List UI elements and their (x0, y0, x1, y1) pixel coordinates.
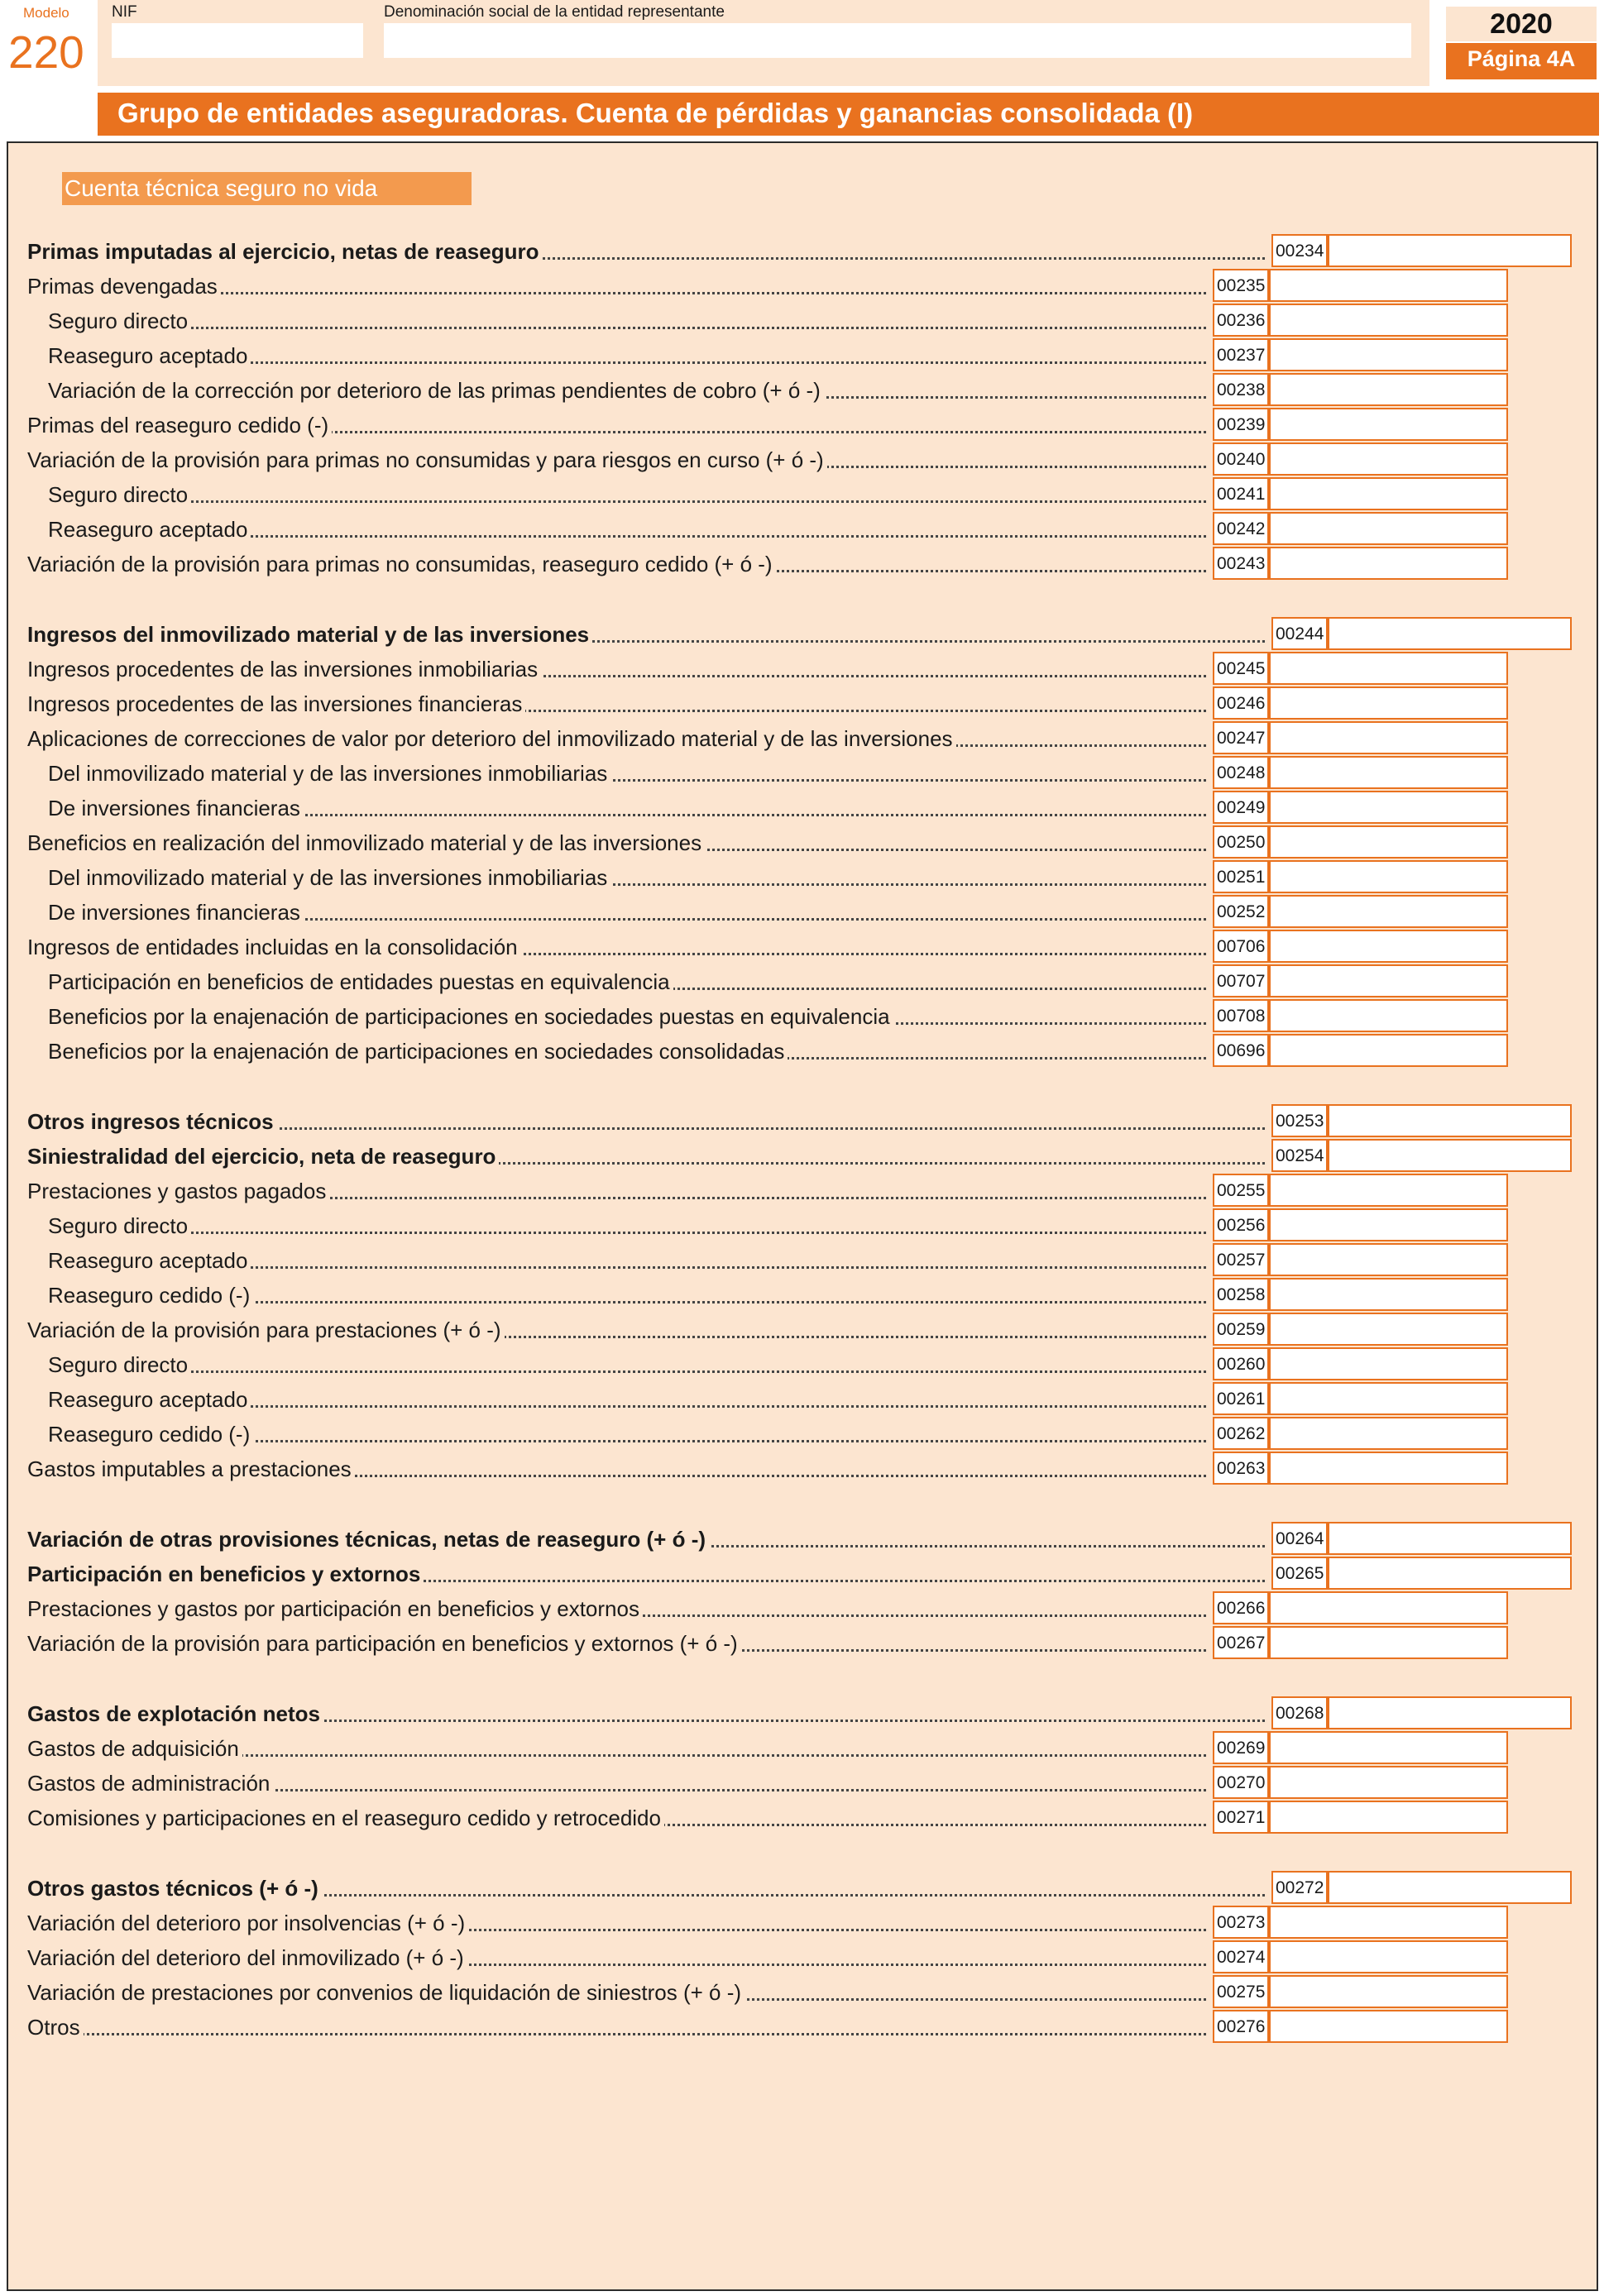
row-label-text: Variación de la provisión para primas no consumidas, reaseguro cedido (+ ó -) (27, 552, 776, 576)
box-code: 00275 (1213, 1975, 1269, 2008)
amount-field[interactable] (1269, 1174, 1508, 1207)
amount-field[interactable] (1269, 1975, 1508, 2008)
row-label (48, 482, 1206, 508)
form-row (0, 373, 1604, 408)
row-label (27, 1562, 1265, 1587)
amount-field[interactable] (1269, 860, 1508, 893)
row-label (27, 1109, 1265, 1135)
box-code: 00264 (1271, 1522, 1328, 1555)
form-row (0, 1417, 1604, 1452)
row-label-text: Del inmovilizado material y de las inversiones inmobiliarias (48, 865, 610, 890)
form-row (0, 617, 1604, 652)
box-code: 00246 (1213, 686, 1269, 720)
section-title: Cuenta técnica seguro no vida (65, 175, 378, 201)
row-label-text: Siniestralidad del ejercicio, neta de reaseguro (27, 1144, 499, 1169)
row-label (48, 1422, 1206, 1447)
amount-field[interactable] (1328, 1104, 1572, 1137)
amount-field[interactable] (1269, 1243, 1508, 1276)
row-label-text: Aplicaciones de correcciones de valor por deterioro del inmovilizado material y de las inversiones (27, 726, 956, 751)
amount-field[interactable] (1269, 1313, 1508, 1346)
form-row (0, 1382, 1604, 1417)
box-code: 00267 (1213, 1626, 1269, 1659)
amount-field[interactable] (1269, 269, 1508, 302)
amount-field[interactable] (1269, 999, 1508, 1032)
row-label (27, 1701, 1265, 1727)
page-title: Grupo de entidades aseguradoras. Cuenta de pérdidas y ganancias consolidada (I) (117, 98, 1194, 128)
row-label-text: De inversiones financieras (48, 796, 304, 820)
row-label (27, 726, 1206, 752)
row-label-text: Reaseguro cedido (-) (48, 1422, 253, 1447)
box-code: 00253 (1271, 1104, 1328, 1137)
row-label (27, 274, 1206, 299)
form-row (0, 512, 1604, 547)
form-row (0, 825, 1604, 860)
box-code: 00243 (1213, 547, 1269, 580)
amount-field[interactable] (1269, 408, 1508, 441)
amount-field[interactable] (1269, 791, 1508, 824)
form-row (0, 860, 1604, 895)
row-label-text: Gastos de adquisición (27, 1736, 242, 1761)
form-row (0, 999, 1604, 1034)
form-row (0, 1557, 1604, 1591)
row-label (27, 1736, 1206, 1762)
form-row (0, 1452, 1604, 1486)
amount-field[interactable] (1269, 1626, 1508, 1659)
form-row (0, 1801, 1604, 1835)
box-code: 00263 (1213, 1452, 1269, 1485)
row-label-text: Primas devengadas (27, 274, 221, 299)
row-label (27, 552, 1206, 577)
box-code: 00272 (1271, 1871, 1328, 1904)
row-label-text: De inversiones financieras (48, 900, 304, 925)
box-code: 00244 (1271, 617, 1328, 650)
row-label-text: Participación en beneficios de entidades puestas en equivalencia (48, 969, 673, 994)
amount-field[interactable] (1269, 1801, 1508, 1834)
box-code: 00258 (1213, 1278, 1269, 1311)
row-label (27, 1771, 1206, 1796)
row-label-text: Ingresos de entidades incluidas en la consolidación (27, 935, 521, 959)
amount-field[interactable] (1269, 721, 1508, 754)
amount-field[interactable] (1328, 234, 1572, 267)
row-label (27, 1631, 1206, 1657)
row-label-text: Variación de la provisión para participación en beneficios y extornos (+ ó -) (27, 1631, 741, 1656)
form-row (0, 234, 1604, 269)
row-label-text: Variación de la provisión para primas no consumidas y para riesgos en curso (+ ó -) (27, 447, 827, 472)
form-row (0, 1731, 1604, 1766)
row-label (48, 1004, 1206, 1030)
row-label (27, 2015, 1206, 2040)
row-label-text: Variación de la corrección por deterioro de las primas pendientes de cobro (+ ó -) (48, 378, 824, 403)
row-label-text: Gastos de explotación netos (27, 1701, 323, 1726)
box-code: 00259 (1213, 1313, 1269, 1346)
box-code: 00708 (1213, 999, 1269, 1032)
box-code: 00238 (1213, 373, 1269, 406)
box-code: 00240 (1213, 442, 1269, 476)
amount-field[interactable] (1328, 1139, 1572, 1172)
row-label (27, 1980, 1206, 2006)
row-label (27, 1876, 1265, 1901)
row-label (27, 1457, 1206, 1482)
form-row (0, 338, 1604, 373)
amount-field[interactable] (1269, 477, 1508, 510)
amount-field[interactable] (1269, 304, 1508, 337)
row-label (48, 517, 1206, 543)
row-label-text: Primas del reaseguro cedido (-) (27, 413, 332, 438)
modelo-label: Modelo (23, 5, 69, 21)
form-row (0, 477, 1604, 512)
row-label (48, 1387, 1206, 1413)
form-row (0, 1906, 1604, 1940)
row-label-text: Seguro directo (48, 482, 191, 507)
box-code: 00242 (1213, 512, 1269, 545)
form-row (0, 756, 1604, 791)
row-label-text: Reaseguro aceptado (48, 1387, 251, 1412)
amount-field[interactable] (1328, 617, 1572, 650)
box-code: 00260 (1213, 1347, 1269, 1380)
row-label-text: Participación en beneficios y extornos (27, 1562, 424, 1586)
box-code: 00248 (1213, 756, 1269, 789)
form-row (0, 895, 1604, 930)
form-row (0, 408, 1604, 442)
box-code: 00255 (1213, 1174, 1269, 1207)
box-code: 00250 (1213, 825, 1269, 859)
box-code: 00245 (1213, 652, 1269, 685)
row-label (48, 761, 1206, 787)
row-label (27, 1144, 1265, 1170)
form-row (0, 721, 1604, 756)
row-label (48, 378, 1206, 404)
row-label (48, 1248, 1206, 1274)
amount-field[interactable] (1269, 1347, 1508, 1380)
page-label: Página 4A (1467, 46, 1576, 71)
row-label (27, 1945, 1206, 1971)
box-code: 00252 (1213, 895, 1269, 928)
box-code: 00706 (1213, 930, 1269, 963)
amount-field[interactable] (1269, 442, 1508, 476)
row-label (48, 969, 1206, 995)
row-label-text: Otros (27, 2015, 84, 2040)
amount-field[interactable] (1269, 1940, 1508, 1973)
row-label (48, 1352, 1206, 1378)
form-row (0, 1591, 1604, 1626)
row-label (27, 622, 1265, 648)
box-code: 00269 (1213, 1731, 1269, 1764)
row-label (27, 935, 1206, 960)
row-label-text: Ingresos procedentes de las inversiones financieras (27, 691, 525, 716)
amount-field[interactable] (1269, 1382, 1508, 1415)
box-code: 00256 (1213, 1208, 1269, 1241)
row-label-text: Beneficios por la enajenación de participaciones en sociedades consolidadas (48, 1039, 788, 1064)
row-label-text: Otros gastos técnicos (+ ó -) (27, 1876, 322, 1901)
row-label-text: Variación del deterioro por insolvencias (+ ó -) (27, 1911, 468, 1935)
box-code: 00266 (1213, 1591, 1269, 1624)
box-code: 00241 (1213, 477, 1269, 510)
box-code: 00707 (1213, 964, 1269, 997)
row-label (48, 1283, 1206, 1308)
form-row (0, 1975, 1604, 2010)
row-label-text: Ingresos procedentes de las inversiones inmobiliarias (27, 657, 541, 682)
row-label (48, 796, 1206, 821)
form-row (0, 1104, 1604, 1139)
amount-field[interactable] (1269, 652, 1508, 685)
amount-field[interactable] (1269, 2010, 1508, 2043)
form-row (0, 304, 1604, 338)
row-label-text: Beneficios por la enajenación de participaciones en sociedades puestas en equivalencia (48, 1004, 893, 1029)
box-code: 00234 (1271, 234, 1328, 267)
amount-field[interactable] (1269, 1452, 1508, 1485)
amount-field[interactable] (1328, 1696, 1572, 1729)
row-label-text: Seguro directo (48, 309, 191, 333)
form-row (0, 2010, 1604, 2045)
row-label-text: Prestaciones y gastos por participación en beneficios y extornos (27, 1596, 643, 1621)
row-label-text: Reaseguro aceptado (48, 517, 251, 542)
row-label-text: Seguro directo (48, 1213, 191, 1238)
row-label-text: Beneficios en realización del inmovilizado material y de las inversiones (27, 830, 705, 855)
amount-field[interactable] (1269, 547, 1508, 580)
amount-field[interactable] (1269, 1731, 1508, 1764)
amount-field[interactable] (1269, 1208, 1508, 1241)
box-code: 00261 (1213, 1382, 1269, 1415)
row-label (27, 1596, 1206, 1622)
box-code: 00257 (1213, 1243, 1269, 1276)
amount-field[interactable] (1269, 1591, 1508, 1624)
amount-field[interactable] (1269, 1034, 1508, 1067)
row-label (27, 447, 1206, 473)
form-row (0, 1208, 1604, 1243)
form-row (0, 269, 1604, 304)
form-row (0, 1626, 1604, 1661)
box-code: 00274 (1213, 1940, 1269, 1973)
row-label-text: Variación de otras provisiones técnicas, netas de reaseguro (+ ó -) (27, 1527, 709, 1552)
amount-field[interactable] (1328, 1871, 1572, 1904)
amount-field[interactable] (1328, 1522, 1572, 1555)
row-label-text: Otros ingresos técnicos (27, 1109, 277, 1134)
form-row (0, 1766, 1604, 1801)
box-code: 00268 (1271, 1696, 1328, 1729)
row-label (27, 1318, 1206, 1343)
form-row (0, 686, 1604, 721)
box-code: 00265 (1271, 1557, 1328, 1590)
form-row (0, 1034, 1604, 1069)
row-label (27, 830, 1206, 856)
dot-leader (27, 2033, 1206, 2035)
box-code: 00276 (1213, 2010, 1269, 2043)
row-label-text: Prestaciones y gastos pagados (27, 1179, 329, 1203)
amount-field[interactable] (1269, 1417, 1508, 1450)
amount-field[interactable] (1269, 373, 1508, 406)
row-label-text: Comisiones y participaciones en el reaseguro cedido y retrocedido (27, 1806, 664, 1830)
row-label-text: Variación de la provisión para prestaciones (+ ó -) (27, 1318, 505, 1342)
row-label-text: Variación del deterioro del inmovilizado (+ ó -) (27, 1945, 467, 1970)
box-code: 00271 (1213, 1801, 1269, 1834)
row-label (27, 657, 1206, 682)
row-label-text: Del inmovilizado material y de las inversiones inmobiliarias (48, 761, 610, 786)
box-code: 00247 (1213, 721, 1269, 754)
amount-field[interactable] (1269, 512, 1508, 545)
denominacion-field[interactable] (384, 23, 1411, 58)
amount-field[interactable] (1269, 756, 1508, 789)
form-row (0, 1243, 1604, 1278)
nif-label: NIF (112, 3, 137, 21)
box-code: 00237 (1213, 338, 1269, 371)
row-label-text: Reaseguro aceptado (48, 1248, 251, 1273)
amount-field[interactable] (1269, 686, 1508, 720)
row-label (48, 1039, 1206, 1064)
amount-field[interactable] (1328, 1557, 1572, 1590)
form-row (0, 930, 1604, 964)
row-label (48, 343, 1206, 369)
box-code: 00262 (1213, 1417, 1269, 1450)
row-label (27, 1179, 1206, 1204)
row-label (48, 865, 1206, 891)
box-code: 00239 (1213, 408, 1269, 441)
row-label (27, 1806, 1206, 1831)
row-label-text: Gastos de administración (27, 1771, 273, 1796)
dot-leader (48, 1370, 1206, 1373)
form-row (0, 652, 1604, 686)
nif-field[interactable] (112, 23, 363, 58)
dot-leader (48, 500, 1206, 503)
form-row (0, 1174, 1604, 1208)
form-row (0, 1696, 1604, 1731)
row-label (27, 1911, 1206, 1936)
form-row (0, 1522, 1604, 1557)
amount-field[interactable] (1269, 1278, 1508, 1311)
amount-field[interactable] (1269, 895, 1508, 928)
amount-field[interactable] (1269, 964, 1508, 997)
box-code: 00696 (1213, 1034, 1269, 1067)
row-label-text: Variación de prestaciones por convenios de liquidación de siniestros (+ ó -) (27, 1980, 745, 2005)
amount-field[interactable] (1269, 1906, 1508, 1939)
amount-field[interactable] (1269, 1766, 1508, 1799)
form-row (0, 1871, 1604, 1906)
box-code: 00251 (1213, 860, 1269, 893)
modelo-number: 220 (8, 26, 84, 78)
row-label (27, 413, 1206, 438)
form-row (0, 547, 1604, 581)
row-label-text: Ingresos del inmovilizado material y de las inversiones (27, 622, 592, 647)
row-label (27, 1527, 1265, 1552)
form-row (0, 442, 1604, 477)
form-row (0, 1940, 1604, 1975)
form-row (0, 1313, 1604, 1347)
box-code: 00236 (1213, 304, 1269, 337)
denominacion-label: Denominación social de la entidad representante (384, 3, 725, 21)
box-code: 00270 (1213, 1766, 1269, 1799)
form-row (0, 964, 1604, 999)
box-code: 00273 (1213, 1906, 1269, 1939)
row-label-text: Primas imputadas al ejercicio, netas de reaseguro (27, 239, 543, 264)
row-label-text: Gastos imputables a prestaciones (27, 1457, 355, 1481)
row-label (48, 309, 1206, 334)
row-label (48, 900, 1206, 926)
row-label (27, 691, 1206, 717)
form-row (0, 791, 1604, 825)
form-row (0, 1278, 1604, 1313)
row-label-text: Seguro directo (48, 1352, 191, 1377)
row-label-text: Reaseguro cedido (-) (48, 1283, 253, 1308)
box-code: 00254 (1271, 1139, 1328, 1172)
row-label (48, 1213, 1206, 1239)
dot-leader (48, 1232, 1206, 1234)
form-row (0, 1139, 1604, 1174)
year-label: 2020 (1490, 8, 1553, 40)
form-row (0, 1347, 1604, 1382)
box-code: 00249 (1213, 791, 1269, 824)
amount-field[interactable] (1269, 930, 1508, 963)
row-label-text: Reaseguro aceptado (48, 343, 251, 368)
amount-field[interactable] (1269, 338, 1508, 371)
row-label (27, 239, 1265, 265)
amount-field[interactable] (1269, 825, 1508, 859)
dot-leader (48, 327, 1206, 329)
box-code: 00235 (1213, 269, 1269, 302)
